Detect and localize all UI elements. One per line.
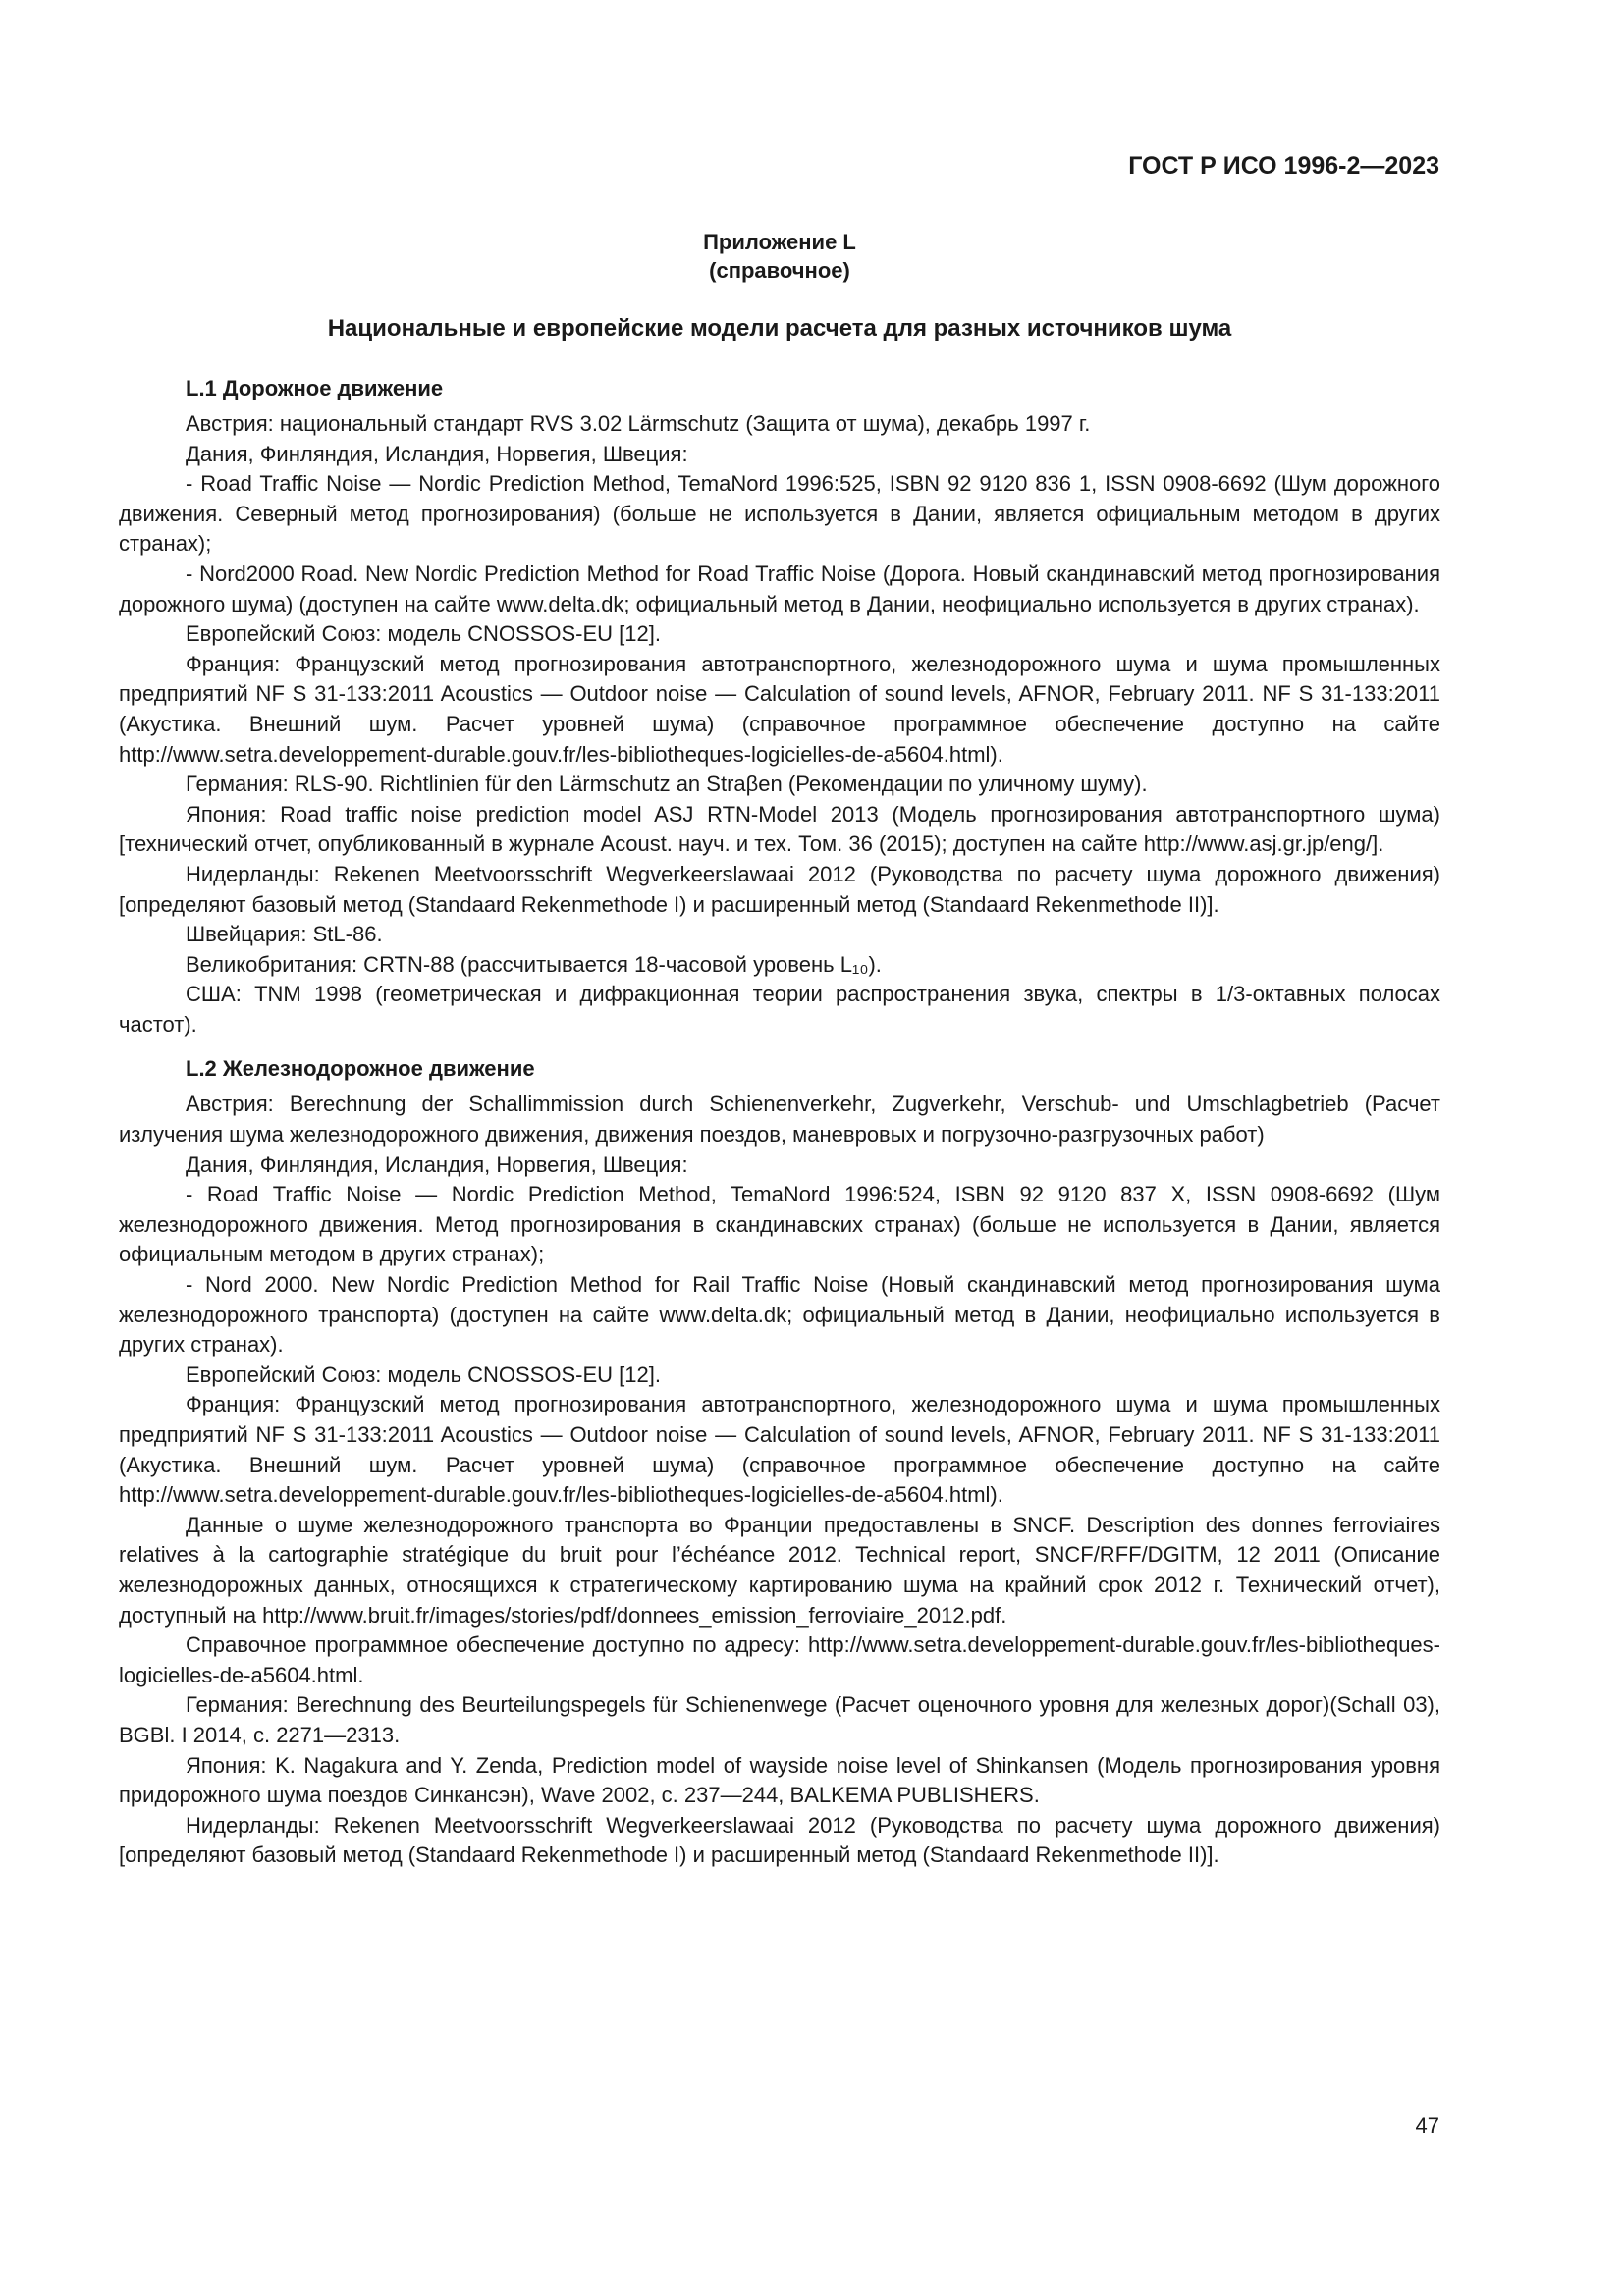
paragraph: Европейский Союз: модель CNOSSOS-EU [12]. <box>186 1362 661 1387</box>
paragraph: - Nord 2000. New Nordic Prediction Method for Rail Traffic Noise (Новый скандинавский метод прогнозирования шума железнодорожного транспорта) (доступен на сайте www.delta.dk; официальный метод в Дании, неофициально используется в других странах). <box>119 1272 1440 1358</box>
paragraph: Дания, Финляндия, Исландия, Норвегия, Швеция: <box>186 441 688 466</box>
paragraph: - Road Traffic Noise — Nordic Prediction Method, TemaNord 1996:525, ISBN 92 9120 836 1, ISSN 0908-6692 (Шум дорожного движения. Северный метод прогнозирования) (больше не используется в Дании, является официальным методом в других странах); <box>119 471 1440 557</box>
paragraph: Великобритания: CRTN-88 (рассчитывается 18-часовой уровень L₁₀). <box>186 951 882 977</box>
page-content <box>119 228 1440 1871</box>
paragraph: Франция: Французский метод прогнозирования автотранспортного, железнодорожного шума и шума промышленных предприятий NF S 31-133:2011 Acoustics — Outdoor noise — Calculation of sound levels, AFNOR, February 2011. NF S 31-133:2011 (Акустика. Внешний шум. Расчет уровней шума) (справочное программное обеспечение доступно на сайте http://www.setra.developpement-durable.gouv.fr/les-bibliotheques-logicielles-de-a5604.html). <box>119 651 1440 767</box>
paragraph: Нидерланды: Rekenen Meetvoorsschrift Wegverkeerslawaai 2012 (Руководства по расчету шума дорожного движения) [определяют базовый метод (Standaard Rekenmethode I) и расширенный метод (Standaard Rekenmethode II)]. <box>119 1812 1440 1868</box>
paragraph: Австрия: национальный стандарт RVS 3.02 Lärmschutz (Защита от шума), декабрь 1997 г. <box>186 411 1091 436</box>
paragraph: Япония: Road traffic noise prediction model ASJ RTN-Model 2013 (Модель прогнозирования автотранспортного шума) [технический отчет, опубликованный в журнале Acoust. науч. и тех. Том. 36 (2015); доступен на сайте http://www.asj.gr.jp/eng/]. <box>119 801 1440 857</box>
section-title: L.1 Дорожное движение <box>186 376 444 400</box>
paragraph: Дания, Финляндия, Исландия, Норвегия, Швеция: <box>186 1151 688 1177</box>
section-title: L.2 Железнодорожное движение <box>186 1056 535 1082</box>
document-code: ГОСТ Р ИСО 1996-2—2023 <box>1128 152 1439 180</box>
annex-title: Национальные и европейские модели расчета для разных источников шума <box>327 315 1232 342</box>
paragraph: Справочное программное обеспечение доступно по адресу: http://www.setra.developpement-durable.gouv.fr/les-bibliotheques-logicielles-de-a5604.html. <box>119 1632 1440 1687</box>
annex-status: (справочное) <box>709 258 850 283</box>
paragraph: Франция: Французский метод прогнозирования автотранспортного, железнодорожного шума и шума промышленных предприятий NF S 31-133:2011 Acoustics — Outdoor noise — Calculation of sound levels, AFNOR, February 2011. NF S 31-133:2011 (Акустика. Внешний шум. Расчет уровней шума) (справочное программное обеспечение доступно на сайте http://www.setra.developpement-durable.gouv.fr/les-bibliotheques-logicielles-de-a5604.html). <box>119 1392 1440 1508</box>
paragraph: США: TNM 1998 (геометрическая и дифракционная теории распространения звука, спектры в 1/3-октавных полосах частот). <box>119 982 1440 1037</box>
paragraph: - Nord2000 Road. New Nordic Prediction Method for Road Traffic Noise (Дорога. Новый скандинавский метод прогнозирования дорожного шума) (доступен на сайте www.delta.dk; официальный метод в Дании, неофициально используется в других странах). <box>119 561 1440 616</box>
annex-label: Приложение L <box>703 230 856 254</box>
paragraph: Австрия: Berechnung der Schallimmission durch Schienenverkehr, Zugverkehr, Verschub- und Umschlagbetrieb (Расчет излучения шума железнодорожного движения, движения поездов, маневровых и погрузочно-разгрузочных работ) <box>119 1092 1440 1148</box>
paragraph: Германия: Berechnung des Beurteilungspegels für Schienenwege (Расчет оценочного уровня для железных дорог)(Schall 03), BGBl. I 2014, с. 2271—2313. <box>119 1692 1440 1747</box>
paragraph: - Road Traffic Noise — Nordic Prediction Method, TemaNord 1996:524, ISBN 92 9120 837 X, ISSN 0908-6692 (Шум железнодорожного движения. Метод прогнозирования в скандинавских странах) (больше не используется в Дании, является официальным методом в других странах); <box>119 1182 1440 1267</box>
page-number: 47 <box>1415 2113 1439 2138</box>
paragraph: Нидерланды: Rekenen Meetvoorsschrift Wegverkeerslawaai 2012 (Руководства по расчету шума дорожного движения) [определяют базовый метод (Standaard Rekenmethode I) и расширенный метод (Standaard Rekenmethode II)]. <box>119 861 1440 917</box>
paragraph: Швейцария: StL-86. <box>186 922 383 947</box>
paragraph: Япония: K. Nagakura and Y. Zenda, Prediction model of wayside noise level of Shinkansen (Модель прогнозирования уровня придорожного шума поездов Синкансэн), Wave 2002, с. 237—244, BALKEMA PUBLISHERS. <box>119 1752 1440 1808</box>
paragraph: Германия: RLS-90. Richtlinien für den Lärmschutz an Straβen (Рекомендации по уличному шуму). <box>186 772 1148 797</box>
paragraph: Данные о шуме железнодорожного транспорта во Франции предоставлены в SNCF. Description des donnes ferroviaires relatives à la cartographie stratégique du bruit pour l’échéance 2012. Technical report, SNCF/RFF/DGITM, 12 2011 (Описание железнодорожных данных, относящихся к стратегическому картированию шума на крайний срок 2012 г. Технический отчет), доступный на http://www.bruit.fr/images/stories/pdf/donnees_emission_ferroviaire_2012.pdf. <box>119 1512 1440 1628</box>
paragraph: Европейский Союз: модель CNOSSOS-EU [12]. <box>186 621 661 647</box>
